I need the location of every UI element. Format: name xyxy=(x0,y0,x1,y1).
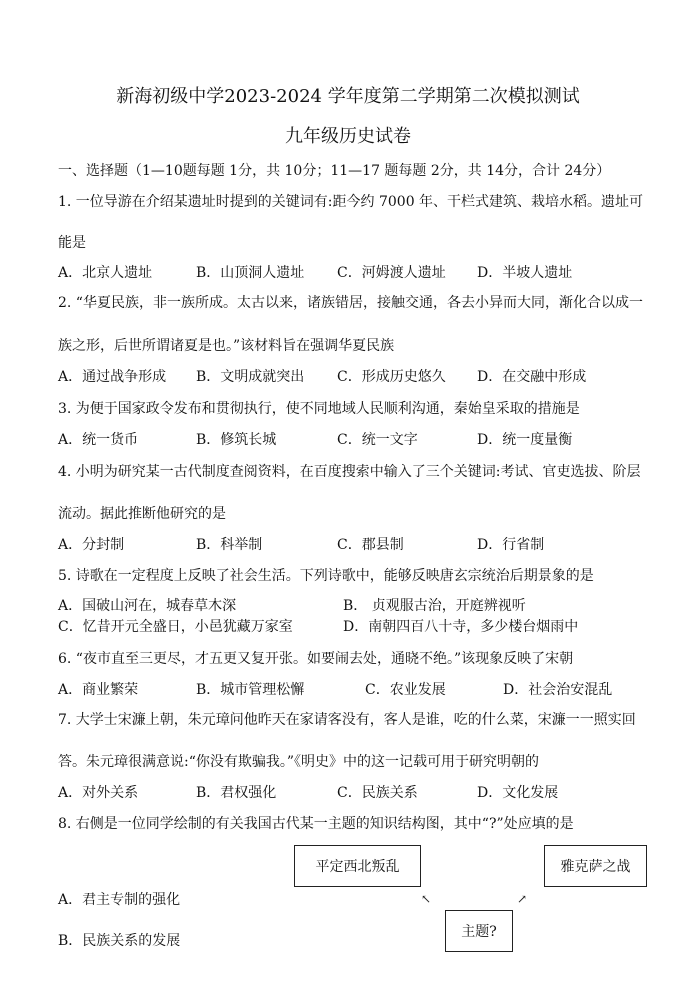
q4-option-a: A．分封制 xyxy=(58,537,125,553)
q6-option-a: A．商业繁荣 xyxy=(58,682,139,698)
diagram-box-right: 雅克萨之战 xyxy=(544,845,647,887)
question-7-line-1: 7. 大学士宋濂上朝，朱元璋问他昨天在家请客没有，客人是谁，吃的什么菜，宋濂一一照实回 xyxy=(58,712,636,728)
q2-option-a: A．通过战争形成 xyxy=(58,369,167,385)
q6-option-d: D．社会治安混乱 xyxy=(503,682,613,698)
q7-option-a: A．对外关系 xyxy=(58,785,139,801)
q4-option-c: C．郡县制 xyxy=(337,537,404,553)
diagram-box-left: 平定西北叛乱 xyxy=(294,845,421,887)
q4-option-b: B．科举制 xyxy=(196,537,263,553)
q1-option-c: C．河姆渡人遗址 xyxy=(337,265,446,281)
diagram-arrow-left-icon: ↖ xyxy=(421,892,432,906)
question-7-line-2: 答。朱元璋很满意说:“你没有欺骗我。”《明史》中的这一记载可用于研究明朝的 xyxy=(58,754,540,770)
q2-option-b: B．文明成就突出 xyxy=(196,369,305,385)
question-4-line-2: 流动。据此推断他研究的是 xyxy=(58,506,226,522)
question-4-line-1: 4. 小明为研究某一古代制度查阅资料，在百度搜索中输入了三个关键词:考试、官吏选拔、阶层 xyxy=(58,464,641,480)
q3-option-c: C．统一文字 xyxy=(337,432,418,448)
question-2-line-2: 族之形，后世所谓诸夏是也。”该材料旨在强调华夏民族 xyxy=(58,338,395,354)
diagram-box-center: 主题? xyxy=(445,910,513,952)
q3-option-b: B．修筑长城 xyxy=(196,432,277,448)
question-5-line-1: 5. 诗歌在一定程度上反映了社会生活。下列诗歌中，能够反映唐玄宗统治后期景象的是 xyxy=(58,568,594,584)
q5-option-c: C．忆昔开元全盛日，小邑犹藏万家室 xyxy=(58,619,293,635)
section-heading: 一、选择题（1—10题每题 1分，共 10分；11—17 题每题 2分，共 14分，合计 24分） xyxy=(58,163,611,179)
q6-option-c: C．农业发展 xyxy=(365,682,446,698)
q5-option-b: B． 贞观服古治，开庭辨视听 xyxy=(343,598,526,614)
q5-option-a: A．国破山河在，城春草木深 xyxy=(58,598,237,614)
q8-option-b: B．民族关系的发展 xyxy=(58,933,181,949)
question-8-line-1: 8. 右侧是一位同学绘制的有关我国古代某一主题的知识结构图，其中“?”处应填的是 xyxy=(58,816,574,832)
q7-option-c: C．民族关系 xyxy=(337,785,418,801)
q8-option-a: A．君主专制的强化 xyxy=(58,892,181,908)
q2-option-d: D．在交融中形成 xyxy=(477,369,587,385)
q4-option-d: D．行省制 xyxy=(477,537,545,553)
question-1-line-2: 能是 xyxy=(58,235,86,251)
q7-option-b: B．君权强化 xyxy=(196,785,277,801)
q2-option-c: C．形成历史悠久 xyxy=(337,369,446,385)
exam-title: 新海初级中学2023-2024 学年度第二学期第二次模拟测试 xyxy=(116,86,580,107)
q5-option-d: D．南朝四百八十寺，多少楼台烟雨中 xyxy=(343,619,579,635)
q1-option-a: A．北京人遗址 xyxy=(58,265,153,281)
question-2-line-1: 2. “华夏民族，非一族所成。太古以来，诸族错居，接触交通，各去小异而大同，渐化合以成一 xyxy=(58,295,643,311)
q1-option-b: B．山顶洞人遗址 xyxy=(196,265,305,281)
q6-option-b: B．城市管理松懈 xyxy=(196,682,305,698)
q1-option-d: D．半坡人遗址 xyxy=(477,265,573,281)
exam-subtitle: 九年级历史试卷 xyxy=(285,126,411,147)
question-1-line-1: 1. 一位导游在介绍某遗址时提到的关键词有:距今约 7000 年、干栏式建筑、栽培水稻。遗址可 xyxy=(58,194,644,210)
q3-option-d: D．统一度量衡 xyxy=(477,432,573,448)
question-6-line-1: 6. “夜市直至三更尽，才五更又复开张。如要闹去处，通晓不绝。”该现象反映了宋朝 xyxy=(58,651,574,667)
diagram-arrow-right-icon: ↗ xyxy=(517,892,528,906)
q3-option-a: A．统一货币 xyxy=(58,432,139,448)
question-3-line-1: 3. 为便于国家政令发布和贯彻执行，使不同地域人民顺利沟通，秦始皇采取的措施是 xyxy=(58,401,580,417)
q7-option-d: D．文化发展 xyxy=(477,785,559,801)
